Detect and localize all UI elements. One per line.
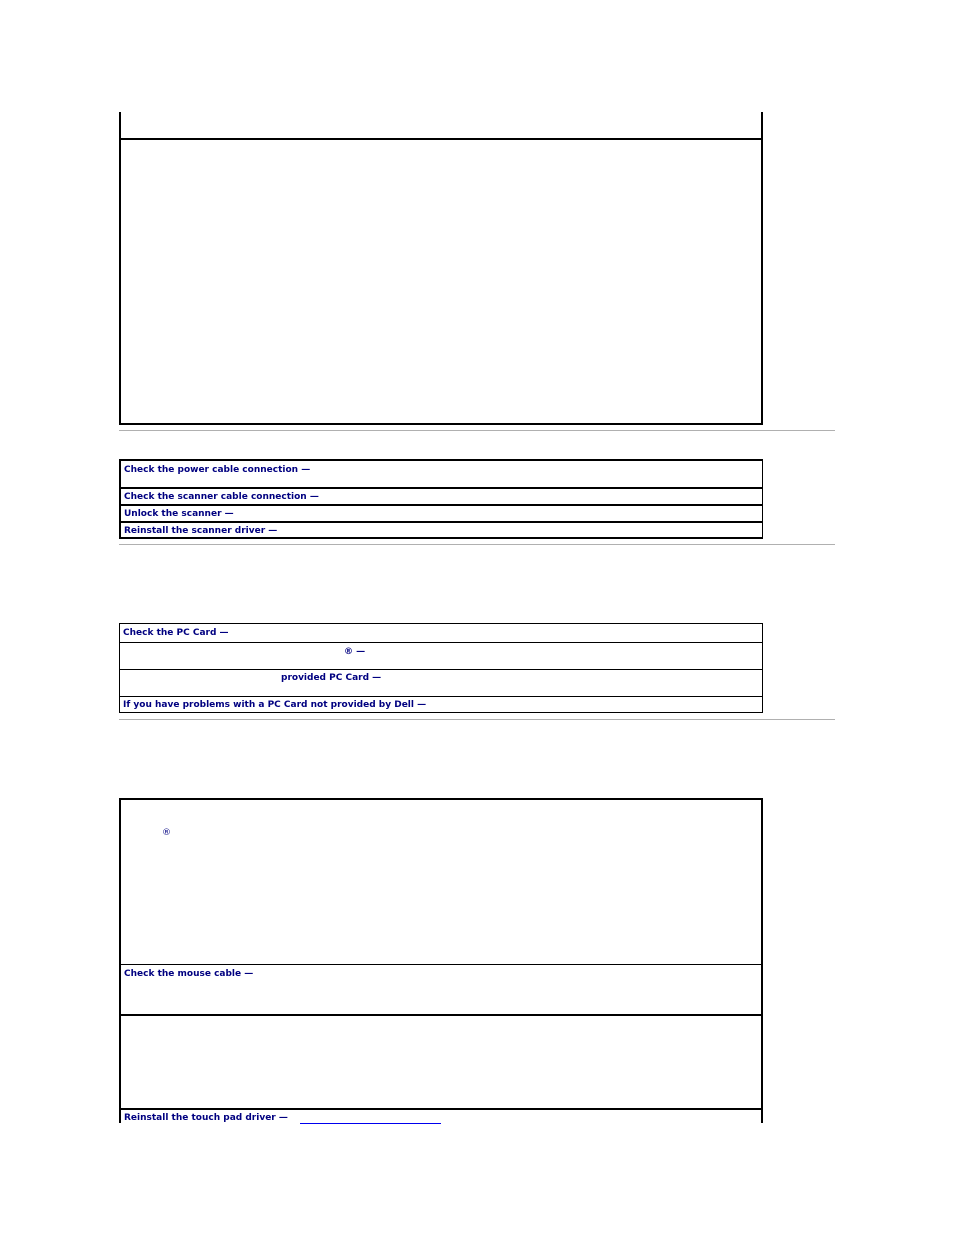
reinstall-scanner-driver-label: Reinstall the scanner driver — [124, 526, 278, 536]
provided-pc-card-label: provided PC Card — [281, 673, 382, 683]
pc-card-problems-table [119, 623, 763, 713]
table-row [121, 1108, 761, 1125]
table-row [120, 669, 762, 696]
section-divider-1 [119, 430, 835, 431]
table-row [121, 964, 761, 1014]
check-mouse-cable-label: Check the mouse cable — [124, 969, 254, 979]
table-row [120, 642, 762, 669]
check-pc-card-label: Check the PC Card — [123, 628, 229, 638]
continued-table-top [119, 112, 763, 140]
section-divider-2 [119, 544, 835, 545]
table-row [120, 624, 762, 642]
table-row [121, 461, 762, 488]
mouse-problems-table [119, 798, 763, 1123]
registered-mark-label: ® — [344, 647, 366, 657]
section-divider-3 [119, 719, 835, 720]
table-row [121, 504, 762, 522]
table-row [121, 521, 762, 539]
registered-mark: ® [162, 828, 171, 838]
table-row [120, 696, 762, 713]
pc-card-not-dell-label: If you have problems with a PC Card not provided by Dell — [123, 700, 427, 710]
reinstall-drivers-link[interactable] [300, 1123, 441, 1124]
scanner-problems-table [119, 459, 763, 539]
check-scanner-cable-label: Check the scanner cable connection — [124, 492, 319, 502]
info-box-large [119, 138, 763, 425]
reinstall-touch-pad-driver-label: Reinstall the touch pad driver — [124, 1113, 288, 1123]
table-row [121, 1014, 761, 1109]
table-row [121, 487, 762, 505]
check-power-cable-label: Check the power cable connection — [124, 465, 311, 475]
unlock-scanner-label: Unlock the scanner — [124, 509, 234, 519]
